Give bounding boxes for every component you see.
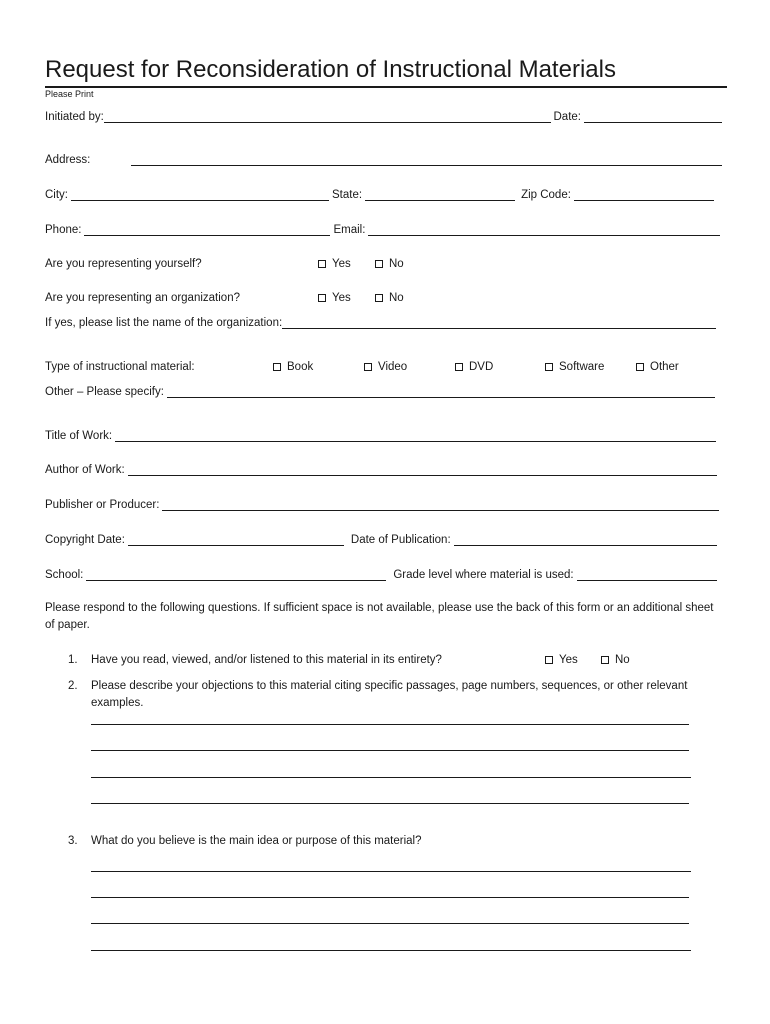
initiated-by-field[interactable] [104,110,551,123]
form-title: Request for Reconsideration of Instructional Materials [45,55,727,88]
representing-org-question: Are you representing an organization? [45,292,240,304]
zip-field[interactable] [574,188,714,201]
city-field[interactable] [71,188,329,201]
other-specify-label: Other – Please specify: [45,386,164,398]
checkbox-icon[interactable] [601,656,609,664]
answer-3-line-4[interactable] [91,950,691,951]
instructions-text: Please respond to the following questions. If sufficient space is not available, please use the back of this form or an additional sheet of paper. [45,602,714,631]
question-2-text: Please describe your objections to this material citing specific passages, page numbers, sequences, or other relevant examples. [91,680,688,709]
answer-3-line-1[interactable] [91,871,691,872]
checkbox-icon[interactable] [364,363,372,371]
zip-label: Zip Code: [521,189,571,201]
answer-2-line-1[interactable] [91,724,689,725]
email-label: Email: [333,224,366,236]
org-yes-option[interactable]: Yes [318,290,351,306]
please-print-note: Please Print [45,89,94,99]
checkbox-icon[interactable] [375,260,383,268]
city-label: City: [45,189,68,201]
copyright-field[interactable] [128,533,344,546]
date-field[interactable] [584,110,722,123]
state-label: State: [332,189,363,201]
author-label: Author of Work: [45,464,125,476]
org-name-row [45,315,719,331]
publisher-label: Publisher or Producer: [45,499,160,511]
grade-label: Grade level where material is used: [393,569,574,581]
title-of-work-label: Title of Work: [45,430,113,442]
org-name-label: If yes, please list the name of the organization: [45,317,283,329]
question-1-number: 1. [68,654,78,666]
title-of-work-row [45,428,719,444]
school-label: School: [45,569,84,581]
email-field[interactable] [368,223,720,236]
title-of-work-field[interactable] [115,429,716,442]
date-label: Date: [553,111,581,123]
phone-label: Phone: [45,224,82,236]
checkbox-icon[interactable] [318,294,326,302]
other-specify-field[interactable] [167,385,715,398]
grade-field[interactable] [577,568,717,581]
school-row [45,567,720,583]
material-option-dvd[interactable]: DVD [455,359,493,375]
initiated-row [45,109,725,125]
self-yes-option[interactable]: Yes [318,256,351,272]
address-field[interactable] [131,165,722,166]
material-option-other[interactable]: Other [636,359,679,375]
address-label: Address: [45,154,91,166]
state-field[interactable] [365,188,515,201]
answer-2-line-3[interactable] [91,777,691,778]
checkbox-icon[interactable] [318,260,326,268]
phone-field[interactable] [84,223,330,236]
checkbox-icon[interactable] [455,363,463,371]
self-no-option[interactable]: No [375,256,404,272]
copyright-row [45,532,720,548]
q1-no-option[interactable]: No [601,652,630,668]
city-row [45,187,717,203]
answer-2-line-4[interactable] [91,803,689,804]
representing-self-question: Are you representing yourself? [45,258,202,270]
initiated-by-label: Initiated by: [45,111,104,123]
question-3-number: 3. [68,835,78,847]
org-no-option[interactable]: No [375,290,404,306]
checkbox-icon[interactable] [375,294,383,302]
school-field[interactable] [86,568,386,581]
answer-3-line-2[interactable] [91,897,689,898]
material-option-software[interactable]: Software [545,359,604,375]
org-name-field[interactable] [282,316,716,329]
phone-row [45,222,723,238]
publisher-row [45,497,722,513]
publication-field[interactable] [454,533,717,546]
checkbox-icon[interactable] [545,656,553,664]
q1-yes-option[interactable]: Yes [545,652,578,668]
publication-label: Date of Publication: [350,534,451,546]
author-row [45,462,720,478]
material-type-label: Type of instructional material: [45,361,195,373]
publisher-field[interactable] [162,498,719,511]
author-field[interactable] [128,463,717,476]
question-1-text: Have you read, viewed, and/or listened to this material in its entirety? [91,654,442,666]
checkbox-icon[interactable] [273,363,281,371]
answer-2-line-2[interactable] [91,750,689,751]
checkbox-icon[interactable] [545,363,553,371]
material-option-video[interactable]: Video [364,359,407,375]
material-option-book[interactable]: Book [273,359,313,375]
question-3-text: What do you believe is the main idea or purpose of this material? [91,835,422,847]
copyright-label: Copyright Date: [45,534,125,546]
answer-3-line-3[interactable] [91,923,689,924]
other-specify-row [45,384,718,400]
checkbox-icon[interactable] [636,363,644,371]
question-2-number: 2. [68,680,78,692]
